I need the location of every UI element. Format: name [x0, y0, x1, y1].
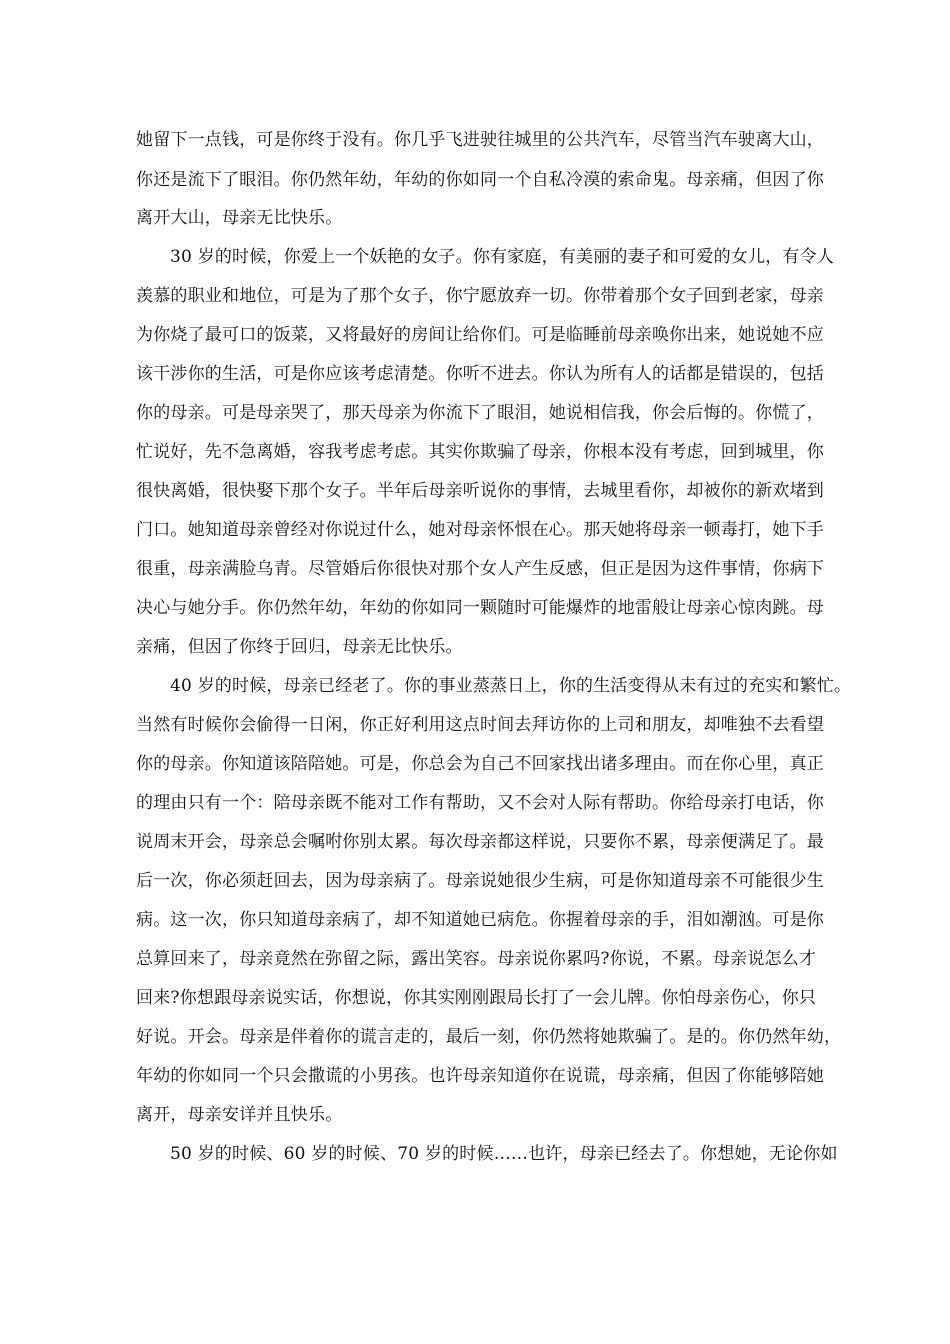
text-line: 你还是流下了眼泪。你仍然年幼，年幼的你如同一个自私冷漠的索命鬼。母亲痛，但因了你: [136, 170, 824, 190]
text-line: 的理由只有一个：陪母亲既不能对工作有帮助，又不会对人际有帮助。你给母亲打电话，你: [136, 793, 824, 813]
text-line: 好说。开会。母亲是伴着你的谎言走的，最后一刻，你仍然将她欺骗了。是的。你仍然年幼，: [136, 1027, 842, 1047]
text-line: 决心与她分手。你仍然年幼，年幼的你如同一颗随时可能爆炸的地雷般让母亲心惊肉跳。母: [136, 598, 824, 618]
text-line: 年幼的你如同一个只会撒谎的小男孩。也许母亲知道你在说谎，母亲痛，但因了你能够陪她: [136, 1066, 824, 1086]
text-line: 亲痛，但因了你终于回归，母亲无比快乐。: [136, 637, 463, 657]
text-line: 50 岁的时候、60 岁的时候、70 岁的时候……也许，母亲已经去了。你想她，无论你如: [170, 1144, 838, 1164]
text-line: 回来?你想跟母亲说实话，你想说，你其实刚刚跟局长打了一会儿牌。你怕母亲伤心，你只: [136, 988, 817, 1008]
text-line: 离开，母亲安详并且快乐。: [136, 1105, 343, 1125]
text-line: 病。这一次，你只知道母亲病了，却不知道她已病危。你握着母亲的手，泪如潮汹。可是你: [136, 910, 824, 930]
text-line: 门口。她知道母亲曾经对你说过什么，她对母亲怀恨在心。那天她将母亲一顿毒打，她下手: [136, 520, 824, 540]
text-line: 30 岁的时候，你爱上一个妖艳的女子。你有家庭，有美丽的妻子和可爱的女儿，有令人: [170, 247, 835, 267]
text-line: 后一次，你必须赶回去，因为母亲病了。母亲说她很少生病，可是你知道母亲不可能很少生: [136, 871, 824, 891]
text-line: 很快离婚，很快娶下那个女子。半年后母亲听说你的事情，去城里看你，却被你的新欢堵到: [136, 481, 824, 501]
text-line: 你的母亲。你知道该陪陪她。可是，你总会为自己不回家找出诸多理由。而在你心里，真正: [136, 754, 824, 774]
text-line: 离开大山，母亲无比快乐。: [136, 208, 343, 228]
text-line: 总算回来了，母亲竟然在弥留之际，露出笑容。母亲说你累吗?你说，不累。母亲说怎么才: [136, 949, 817, 969]
text-line: 你的母亲。可是母亲哭了，那天母亲为你流下了眼泪，她说相信我，你会后悔的。你慌了，: [136, 403, 824, 423]
text-line: 当然有时候你会偷得一日闲，你正好利用这点时间去拜访你的上司和朋友，却唯独不去看望: [136, 715, 824, 735]
text-line: 她留下一点钱，可是你终于没有。你几乎飞进驶往城里的公共汽车，尽管当汽车驶离大山，: [136, 130, 824, 150]
text-line: 很重，母亲满脸乌青。尽管婚后你很快对那个女人产生反感，但正是因为这件事情，你病下: [136, 559, 824, 579]
text-line: 说周末开会，母亲总会嘱咐你别太累。每次母亲都这样说，只要你不累，母亲便满足了。最: [136, 832, 824, 852]
text-line: 40 岁的时候，母亲已经老了。你的事业蒸蒸日上，你的生活变得从未有过的充实和繁忙。: [170, 676, 852, 696]
text-line: 羡慕的职业和地位，可是为了那个女子，你宁愿放弃一切。你带着那个女子回到老家，母亲: [136, 286, 824, 306]
text-line: 忙说好，先不急离婚，容我考虑考虑。其实你欺骗了母亲，你根本没有考虑，回到城里，你: [136, 442, 824, 462]
text-line: 该干涉你的生活，可是你应该考虑清楚。你听不进去。你认为所有人的话都是错误的，包括: [136, 364, 824, 384]
text-line: 为你烧了最可口的饭菜，又将最好的房间让给你们。可是临睡前母亲唤你出来，她说她不应: [136, 325, 824, 345]
